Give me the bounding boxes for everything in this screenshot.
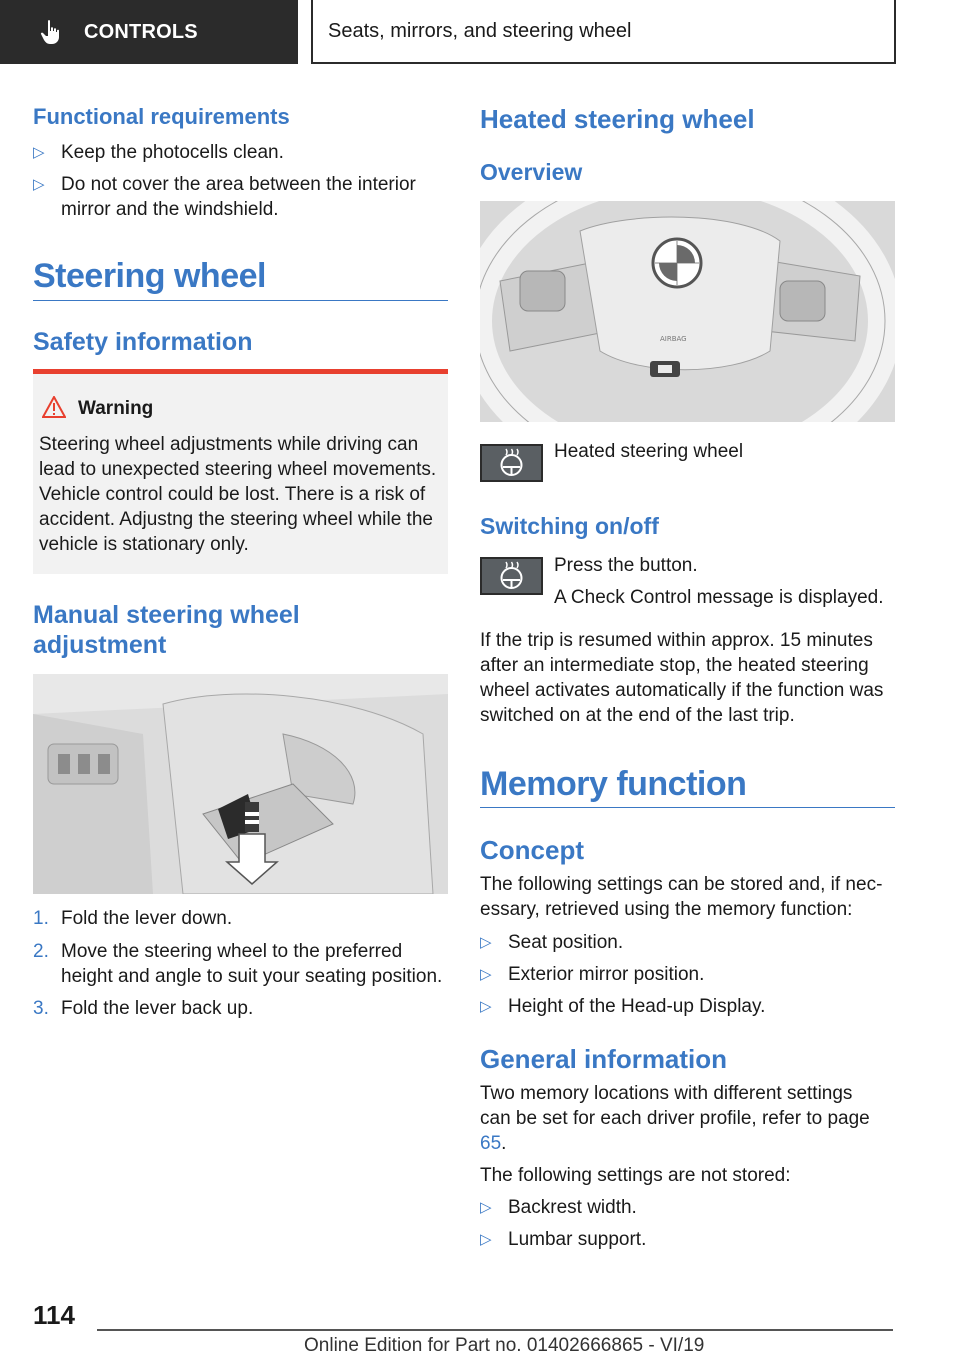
warning-icon [42,396,66,418]
section-label: CONTROLS [84,20,198,43]
press-instruction: Press the button. [554,555,698,576]
safety-heading: Safety information [33,328,253,356]
section-title-steering-wheel: Steering wheel [33,257,266,295]
manual-adjustment-heading: Manual steering wheel adjustment [33,601,300,659]
overview-heading: Overview [480,159,583,185]
triangle-bullet-icon: ▷ [480,966,492,983]
list-item: ▷ Height of the Head-up Display. [480,996,766,1017]
chapter-label: Seats, mirrors, and steering wheel [328,19,632,42]
step-item: 3. Fold the lever back up. [33,998,254,1019]
list-item: ▷ Lumbar support. [480,1229,647,1250]
heated-wheel-icon [482,446,541,480]
heated-steering-wheel-button[interactable] [480,557,543,595]
footer-rule [97,1329,893,1331]
triangle-bullet-icon: ▷ [480,934,492,951]
edition-note: Online Edition for Part no. 01402666865 - VI/19 [304,1335,705,1356]
general-information-heading: General information [480,1044,728,1074]
warning-body: Steering wheel adjustments while driving can lead to unexpected steering wheel movements. Vehicle control could be lost. There is a risk of accident. Adjustng the steering wheel while the vehicle is stationary only. [39,434,437,555]
triangle-bullet-icon: ▷ [33,144,45,161]
warning-title: Warning [78,398,154,419]
triangle-bullet-icon: ▷ [480,1199,492,1216]
section-tab[interactable] [0,0,298,64]
list-item: ▷ Backrest width. [480,1197,637,1218]
switching-heading: Switching on/off [480,513,659,539]
steering-wheel-image [480,201,895,422]
steering-wheel-illustration [480,201,895,422]
title-rule [480,807,895,808]
steering-column-illustration [33,674,448,894]
concept-paragraph: The following settings can be stored and, if necessary, retrieved using the memory function: [480,874,883,920]
list-item: ▷ Exterior mirror position. [480,964,705,985]
hand-pointer-icon [40,19,62,45]
chapter-title [311,0,896,64]
heated-steering-wheel-button-icon [480,444,543,482]
list-item: ▷ Do not cover the area between the interior mirror and the windshield. [33,174,416,220]
section-title-memory-function: Memory function [480,765,747,803]
step-item: 2. Move the steering wheel to the preferred height and angle to suit your seating position. [33,941,443,987]
page-link[interactable]: 65 [480,1133,502,1154]
step-item: 1. Fold the lever down. [33,908,233,929]
triangle-bullet-icon: ▷ [480,998,492,1015]
list-item: ▷ Seat position. [480,932,624,953]
svg-text:AIRBAG: AIRBAG [660,335,687,343]
steering-lever-image [33,674,448,894]
title-rule [33,300,448,301]
check-control-note: A Check Control message is displayed. [554,587,884,608]
not-stored-paragraph: The following settings are not stored: [480,1165,791,1186]
triangle-bullet-icon: ▷ [480,1231,492,1248]
general-paragraph: Two memory locations with different settings can be set for each driver profile, refer to page 65. [480,1083,870,1154]
page-number: 114 [33,1300,75,1330]
concept-heading: Concept [480,835,584,865]
button-caption: Heated steering wheel [554,441,744,462]
resume-paragraph: If the trip is resumed within approx. 15 minutes after an intermediate stop, the heated steering wheel activates automatically if the function was switched on at the end of the last trip. [480,630,884,726]
warning-box [33,369,448,574]
list-item: ▷ Keep the photocells clean. [33,142,284,163]
functional-requirements-heading: Functional requirements [33,104,290,129]
heated-steering-wheel-heading: Heated steering wheel [480,104,755,134]
heated-wheel-icon [482,559,541,593]
triangle-bullet-icon: ▷ [33,176,45,193]
